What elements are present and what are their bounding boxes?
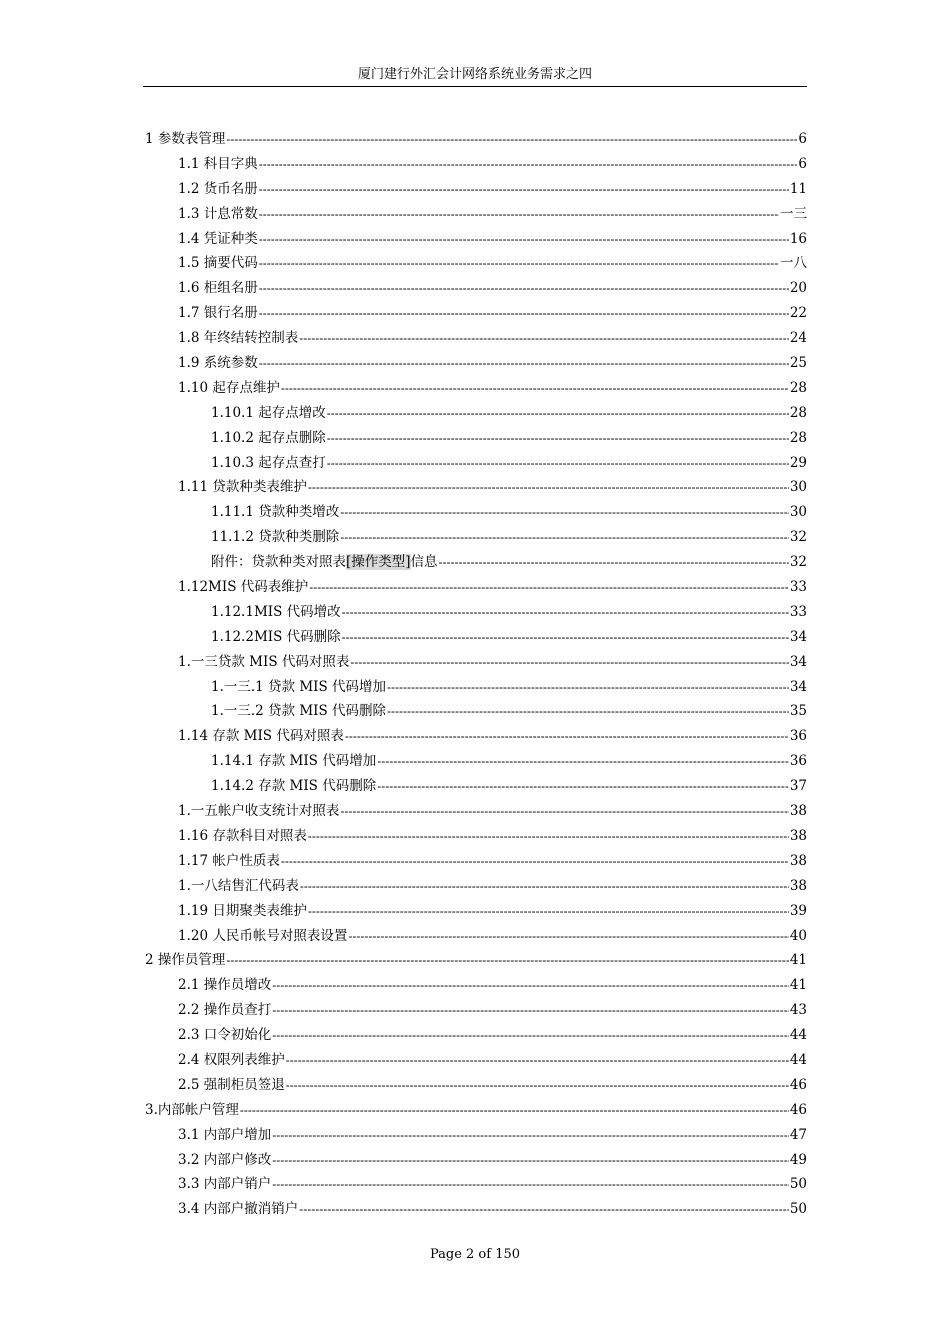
toc-entry[interactable] (145, 1172, 807, 1197)
toc-page-number: 46 (789, 1101, 807, 1118)
toc-leader (348, 924, 788, 949)
toc-page-number: 49 (789, 1151, 807, 1168)
toc-page-number: 28 (789, 379, 807, 396)
toc-leader (259, 276, 789, 301)
toc-leader (226, 948, 788, 973)
toc-leader (327, 426, 789, 451)
toc-leader (300, 874, 789, 899)
toc-entry[interactable] (145, 650, 807, 675)
toc-entry[interactable] (145, 774, 807, 799)
toc-leader (350, 650, 788, 675)
toc-leader (240, 1098, 789, 1123)
toc-leader (342, 625, 789, 650)
toc-entry[interactable] (145, 202, 807, 227)
toc-entry-label: 1.20 人民币帐号对照表设置 (178, 927, 348, 944)
toc-leader (259, 301, 789, 326)
toc-leader (259, 251, 779, 276)
toc-leader (377, 749, 789, 774)
toc-leader (377, 774, 789, 799)
toc-page-number: 32 (789, 529, 807, 546)
toc-entry[interactable] (145, 475, 807, 500)
toc-entry-label: 1.14.1 存款 MIS 代码增加 (211, 753, 377, 770)
toc-page-number: 34 (789, 678, 807, 695)
toc-entry[interactable] (145, 1073, 807, 1098)
toc-entry[interactable] (145, 1148, 807, 1173)
toc-leader (439, 550, 789, 575)
toc-entry[interactable] (145, 724, 807, 749)
toc-leader (281, 849, 789, 874)
toc-leader (342, 600, 789, 625)
toc-page-number: 43 (789, 1002, 807, 1019)
toc-page-number: 35 (789, 703, 807, 720)
toc-entry-label: 2.1 操作员增改 (178, 977, 272, 994)
toc-leader (259, 152, 798, 177)
toc-entry[interactable] (145, 675, 807, 700)
toc-page-number: 38 (789, 803, 807, 820)
page-header: 厦门建行外汇会计网络系统业务需求之四 (357, 67, 592, 82)
highlighted-text: [操作类型] (346, 554, 411, 571)
toc-leader (387, 699, 789, 724)
toc-page-number: 41 (789, 977, 807, 994)
toc-entry-label: 1.一三.2 贷款 MIS 代码删除 (211, 703, 387, 720)
toc-entry[interactable] (145, 550, 807, 575)
toc-page-number: 22 (789, 305, 807, 322)
toc-page-number: 40 (789, 927, 807, 944)
toc-page-number: 36 (789, 728, 807, 745)
toc-entry[interactable] (145, 575, 807, 600)
toc-entry-label: 1.6 柜组名册 (178, 280, 258, 297)
toc-page-number: 38 (789, 877, 807, 894)
toc-leader (340, 525, 789, 550)
toc-leader (327, 451, 789, 476)
toc-entry[interactable] (145, 426, 807, 451)
toc-entry-label: 1.12.1MIS 代码增改 (211, 603, 341, 620)
toc-page-number: 50 (789, 1201, 807, 1218)
toc-entry-label: 1.5 摘要代码 (178, 255, 258, 272)
toc-entry-label: 1.10.2 起存点删除 (211, 429, 326, 446)
toc-entry-label: 3.3 内部户销户 (178, 1176, 272, 1193)
toc-page-number: 30 (789, 479, 807, 496)
toc-leader (340, 799, 788, 824)
toc-leader (327, 401, 789, 426)
toc-page-number: 37 (789, 778, 807, 795)
toc-entry[interactable] (145, 849, 807, 874)
toc-entry-label: 11.1.2 贷款种类删除 (211, 529, 340, 546)
toc-page-number: 38 (789, 852, 807, 869)
toc-leader (345, 724, 789, 749)
toc-entry-label: 3.2 内部户修改 (178, 1151, 272, 1168)
toc-entry-label: 2.4 权限列表维护 (178, 1051, 285, 1068)
toc-entry-label: 1.8 年终结转控制表 (178, 330, 299, 347)
toc-entry-label: 1.16 存款科目对照表 (178, 827, 307, 844)
toc-leader (226, 127, 797, 152)
toc-entry[interactable] (145, 824, 807, 849)
toc-entry[interactable] (145, 376, 807, 401)
toc-entry[interactable] (145, 1197, 807, 1222)
toc-entry[interactable] (145, 276, 807, 301)
toc-page-number: 36 (789, 753, 807, 770)
toc-entry-label: 3.1 内部户增加 (178, 1126, 272, 1143)
toc-entry-label (211, 550, 438, 575)
toc-leader (308, 899, 789, 924)
toc-entry-label: 1.1 科目字典 (178, 155, 258, 172)
toc-leader (281, 376, 789, 401)
toc-entry[interactable] (145, 1098, 807, 1123)
toc-page-number: 28 (789, 404, 807, 421)
toc-leader (272, 1148, 789, 1173)
toc-entry[interactable] (145, 152, 807, 177)
toc-entry-label: 2 操作员管理 (145, 952, 226, 969)
toc-page-number: 20 (789, 280, 807, 297)
toc-leader (259, 227, 789, 252)
toc-entry-label: 1.一三贷款 MIS 代码对照表 (178, 653, 350, 670)
toc-page-number: 44 (789, 1051, 807, 1068)
toc-leader (272, 1123, 789, 1148)
toc-leader (299, 1197, 789, 1222)
toc-page-number: 32 (789, 554, 807, 571)
toc-entry-label: 3.4 内部户撤消销户 (178, 1201, 299, 1218)
toc-leader (286, 1048, 789, 1073)
toc-entry[interactable] (145, 749, 807, 774)
toc-entry-label: 1.10 起存点维护 (178, 379, 280, 396)
toc-page-number: 44 (789, 1027, 807, 1044)
toc-entry-label: 1.11.1 贷款种类增改 (211, 504, 340, 521)
toc-entry[interactable] (145, 699, 807, 724)
toc-entry[interactable] (145, 301, 807, 326)
toc-page-number: 50 (789, 1176, 807, 1193)
toc-entry[interactable] (145, 948, 807, 973)
toc-page-number: 38 (789, 827, 807, 844)
toc-entry[interactable] (145, 1023, 807, 1048)
toc-page-number: 一三 (780, 205, 807, 222)
toc-entry[interactable] (145, 1123, 807, 1148)
toc-entry[interactable] (145, 799, 807, 824)
toc-page-number: 39 (789, 902, 807, 919)
toc-entry-label: 1.12MIS 代码表维护 (178, 579, 309, 596)
table-of-contents (145, 127, 807, 1222)
toc-entry[interactable] (145, 401, 807, 426)
toc-entry-label: 1.4 凭证种类 (178, 230, 258, 247)
toc-page-number: 34 (789, 628, 807, 645)
header-rule (143, 86, 807, 87)
toc-entry-label: 1.一五帐户收支统计对照表 (178, 803, 340, 820)
toc-leader (272, 998, 789, 1023)
toc-page-number: 25 (789, 355, 807, 372)
toc-entry[interactable] (145, 874, 807, 899)
toc-entry-label: 1.7 银行名册 (178, 305, 258, 322)
toc-entry[interactable] (145, 451, 807, 476)
toc-entry-label: 1 参数表管理 (145, 131, 226, 147)
toc-leader (272, 973, 789, 998)
toc-entry-label: 2.3 口令初始化 (178, 1027, 272, 1044)
toc-entry-label: 2.5 强制柜员签退 (178, 1076, 285, 1093)
toc-page-number: 16 (789, 230, 807, 247)
toc-entry-label: 1.一八结售汇代码表 (178, 877, 299, 894)
toc-entry[interactable] (145, 251, 807, 276)
toc-page-number: 29 (789, 454, 807, 471)
toc-entry-label: 1.一三.1 贷款 MIS 代码增加 (211, 678, 387, 695)
toc-leader (259, 351, 789, 376)
toc-entry[interactable] (145, 177, 807, 202)
toc-entry-label: 1.14.2 存款 MIS 代码删除 (211, 778, 377, 795)
toc-entry[interactable] (145, 326, 807, 351)
toc-entry-label: 1.3 计息常数 (178, 205, 258, 222)
toc-entry[interactable] (145, 998, 807, 1023)
toc-leader (272, 1023, 789, 1048)
toc-entry-label: 1.10.3 起存点查打 (211, 454, 326, 471)
toc-entry[interactable] (145, 227, 807, 252)
toc-entry-label: 1.14 存款 MIS 代码对照表 (178, 728, 344, 745)
toc-page-number: 34 (789, 653, 807, 670)
toc-leader (308, 824, 789, 849)
toc-entry-label-part: 信息 (410, 554, 438, 571)
toc-entry-label: 1.9 系统参数 (178, 355, 258, 372)
toc-entry-label: 3.内部帐户管理 (145, 1101, 239, 1118)
toc-leader (340, 500, 789, 525)
toc-entry[interactable] (145, 500, 807, 525)
toc-entry-label: 1.17 帐户性质表 (178, 852, 280, 869)
toc-leader (299, 326, 789, 351)
toc-page-number: 24 (789, 330, 807, 347)
toc-page-number: 6 (798, 155, 807, 172)
toc-entry-label-part: 附件：贷款种类对照表 (211, 554, 346, 571)
toc-entry-label: 1.11 贷款种类表维护 (178, 479, 307, 496)
toc-leader (309, 575, 789, 600)
toc-leader (272, 1172, 789, 1197)
toc-entry[interactable] (145, 899, 807, 924)
toc-entry[interactable] (145, 351, 807, 376)
toc-leader (259, 202, 779, 227)
toc-entry-label: 1.19 日期聚类表维护 (178, 902, 307, 919)
toc-page-number: 28 (789, 429, 807, 446)
toc-page-number: 47 (789, 1126, 807, 1143)
toc-page-number: 30 (789, 504, 807, 521)
toc-entry[interactable] (145, 924, 807, 949)
toc-entry[interactable] (145, 600, 807, 625)
toc-page-number: 11 (789, 180, 807, 197)
toc-entry[interactable] (145, 1048, 807, 1073)
toc-page-number: 46 (789, 1076, 807, 1093)
toc-page-number: 一八 (780, 255, 807, 272)
toc-page-number: 41 (789, 952, 807, 969)
toc-entry[interactable] (145, 973, 807, 998)
toc-entry[interactable] (145, 625, 807, 650)
toc-entry-label: 2.2 操作员查打 (178, 1002, 272, 1019)
toc-entry[interactable] (145, 127, 807, 152)
toc-page-number: 33 (789, 603, 807, 620)
toc-entry[interactable] (145, 525, 807, 550)
toc-page-number: 6 (798, 131, 807, 147)
toc-leader (308, 475, 789, 500)
toc-leader (259, 177, 789, 202)
toc-entry-label: 1.12.2MIS 代码删除 (211, 628, 341, 645)
toc-leader (286, 1073, 789, 1098)
toc-page-number: 33 (789, 579, 807, 596)
toc-leader (387, 675, 789, 700)
page-footer: Page 2 of 150 (429, 1247, 521, 1262)
toc-entry-label: 1.2 货币名册 (178, 180, 258, 197)
toc-entry-label: 1.10.1 起存点增改 (211, 404, 326, 421)
